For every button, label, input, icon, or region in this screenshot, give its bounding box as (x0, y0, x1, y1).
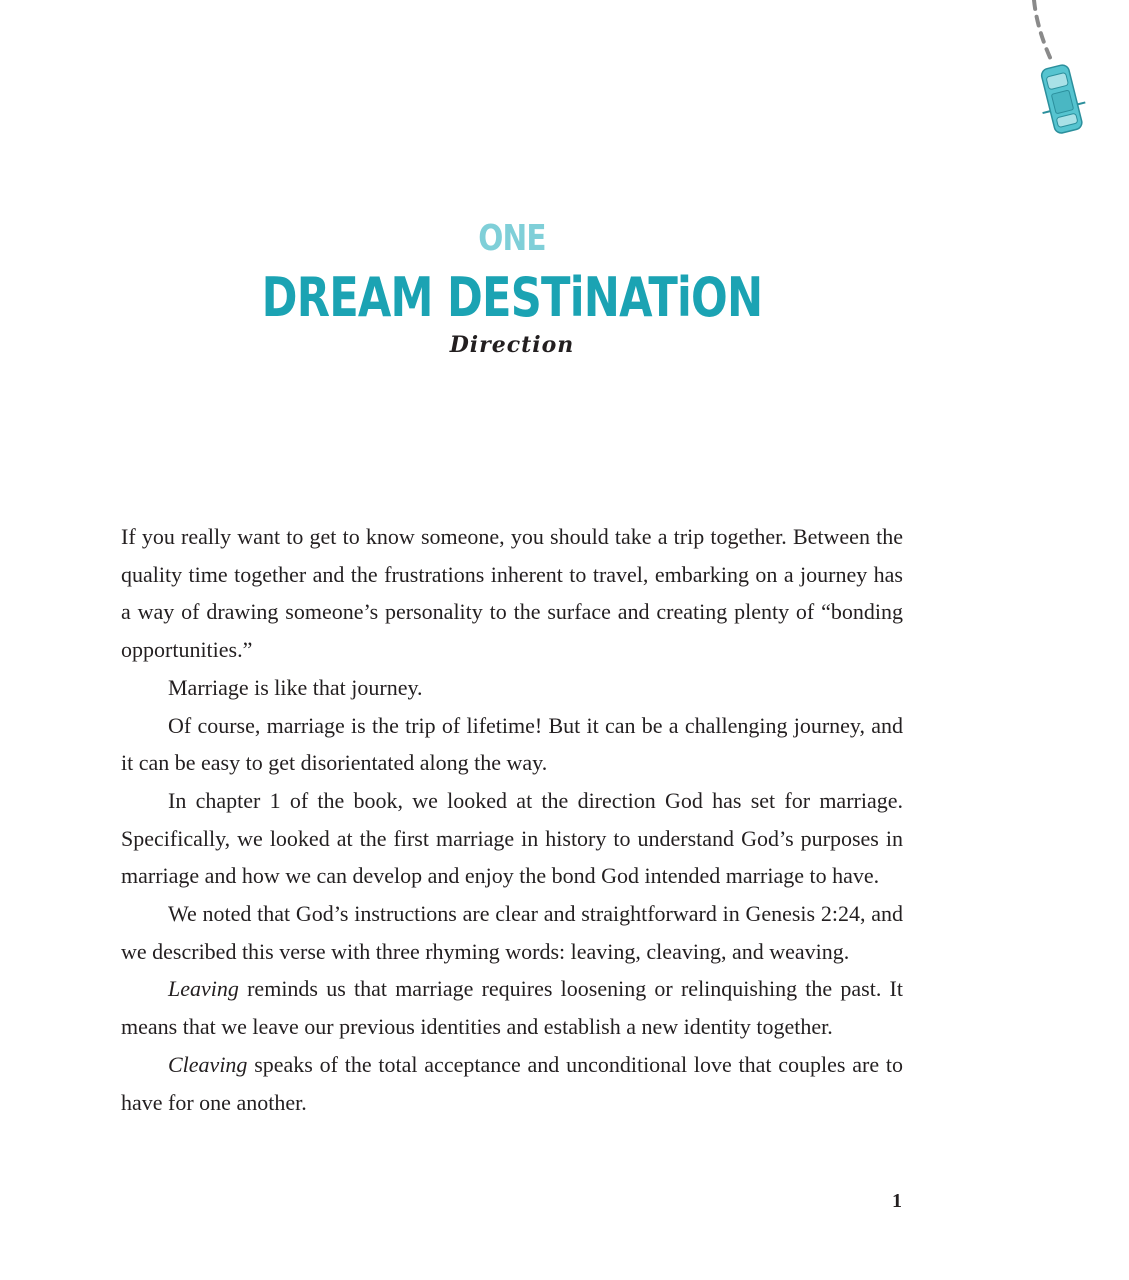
paragraph-intro: If you really want to get to know someone, you should take a trip together. Between the quality time together and the frustrations inherent to travel, embarking on a journey has a way of drawing someone’s personality to the surface and creating plenty of “bonding opportunities.” (121, 524, 903, 663)
paragraph-journey: Marriage is like that journey. (168, 674, 423, 700)
paragraph-leaving-text: reminds us that marriage requires loosening or relinquishing the past. It means that we leave our previous identities and establish a new identity together. (121, 976, 903, 1040)
car-icon (1010, 0, 1110, 150)
chapter-number: ONE (478, 218, 546, 259)
paragraph-cleaving-text: speaks of the total acceptance and unconditional love that couples are to have for one another. (121, 1051, 903, 1115)
term-cleaving: Cleaving (168, 1051, 248, 1077)
paragraph-genesis: We noted that God’s instructions are clear and straightforward in Genesis 2:24, and we described this verse with three rhyming words: leaving, cleaving, and weaving. (121, 901, 903, 964)
paragraph-chapter-one: In chapter 1 of the book, we looked at the direction God has set for marriage. Specifically, we looked at the first marriage in history to understand God’s purposes in marriage and how we can develop and enjoy the bond God intended marriage to have. (121, 787, 903, 889)
body-text (121, 518, 903, 1121)
paragraph-trip: Of course, marriage is the trip of lifetime! But it can be a challenging journey, and it can be easy to get disorientated along the way. (121, 712, 903, 776)
term-leaving: Leaving (168, 976, 239, 1002)
paragraph-leaving (121, 970, 903, 1045)
chapter-subtitle: Direction (449, 332, 575, 358)
page-number: 1 (892, 1190, 902, 1212)
chapter-title: DREAM DESTiNATiON (261, 266, 763, 329)
paragraph-cleaving (121, 1046, 903, 1121)
